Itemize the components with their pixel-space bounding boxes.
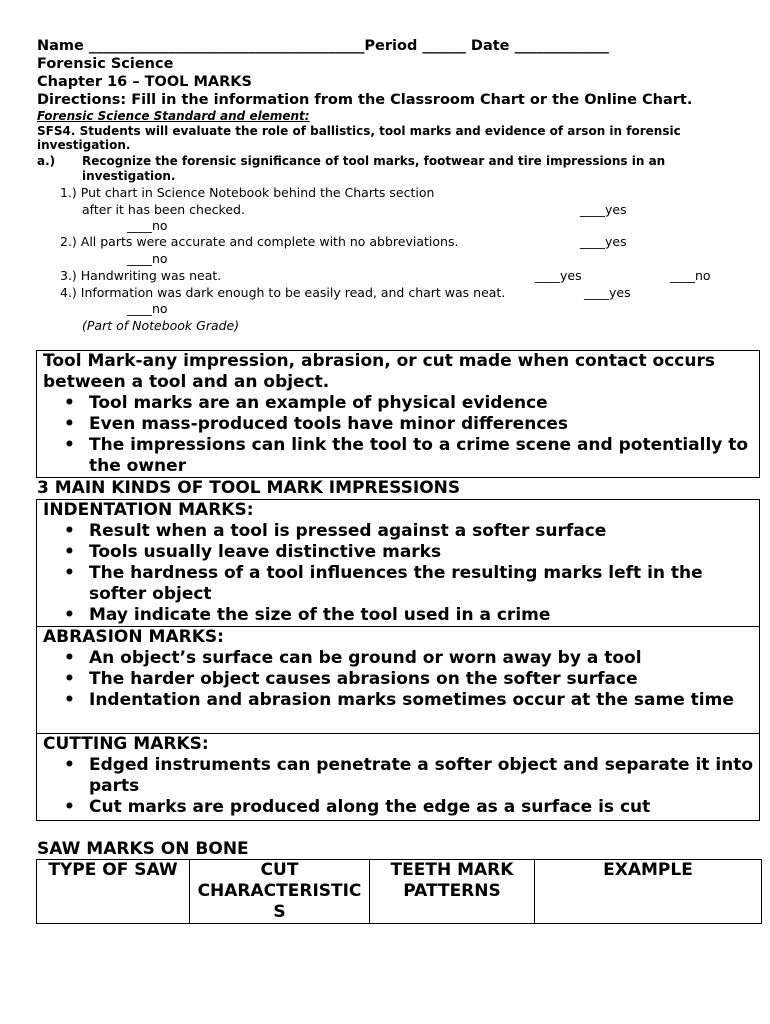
checklist-item-4-no: ____no	[127, 301, 168, 316]
list-item: • Even mass-produced tools have minor differences	[64, 414, 569, 434]
bullet-icon: •	[64, 521, 75, 541]
checklist-item-4: 4.) Information was dark enough to be easily read, and chart was neat.	[60, 285, 506, 300]
subject-title: Forensic Science	[37, 56, 174, 72]
bullet-icon: •	[64, 669, 75, 689]
bullet-icon: •	[64, 563, 75, 583]
list-item: • Indentation and abrasion marks sometimes occur at the same time	[64, 690, 734, 710]
element-a-label: a.)	[37, 154, 56, 168]
notebook-grade-note: (Part of Notebook Grade)	[82, 318, 240, 333]
checklist-item-1-yes: ____yes	[580, 202, 627, 217]
list-item: • Tools usually leave distinctive marks	[64, 542, 442, 562]
abrasion-title: ABRASION MARKS:	[43, 627, 224, 647]
list-item: • Cut marks are produced along the edge as a surface is cut	[64, 797, 651, 817]
standard-sfs4: SFS4. Students will evaluate the role of ballistics, tool marks and evidence of arson in forensic investigation.	[37, 124, 681, 152]
checklist-item-3-yes: ____yes	[535, 268, 582, 283]
tool-mark-definition-box	[36, 350, 760, 478]
checklist-item-3: 3.) Handwriting was neat.	[60, 268, 222, 283]
cutting-bullet-list	[37, 755, 759, 818]
indentation-bullet-list	[37, 521, 759, 626]
list-item: • Tool marks are an example of physical evidence	[64, 393, 548, 413]
bullet-icon: •	[64, 414, 75, 434]
directions-text: Directions: Fill in the information from the Classroom Chart or the Online Chart.	[37, 92, 693, 108]
kinds-heading: 3 MAIN KINDS OF TOOL MARK IMPRESSIONS	[37, 478, 461, 498]
indentation-marks-box	[36, 499, 760, 627]
col-example: EXAMPLE	[535, 860, 762, 924]
checklist-item-2: 2.) All parts were accurate and complete with no abbreviations.	[60, 234, 459, 249]
bullet-icon: •	[64, 690, 75, 710]
bullet-icon: •	[64, 435, 75, 455]
name-period-date-line: Name ______________________________________Period ______ Date _____________	[37, 38, 609, 54]
list-item: • The hardness of a tool influences the resulting marks left in the softer object	[64, 563, 703, 604]
chapter-title: Chapter 16 – TOOL MARKS	[37, 74, 252, 90]
cutting-marks-box	[36, 733, 760, 821]
list-item: • May indicate the size of the tool used in a crime	[64, 605, 551, 625]
col-cut-characteristics: CUT CHARACTERISTIC S	[190, 860, 370, 924]
element-a-text: Recognize the forensic significance of tool marks, footwear and tire impressions in an investigation.	[82, 154, 666, 183]
list-item: • An object’s surface can be ground or worn away by a tool	[64, 648, 642, 668]
list-item: • The harder object causes abrasions on the softer surface	[64, 669, 638, 689]
col-type-of-saw: TYPE OF SAW	[37, 860, 190, 924]
bullet-icon: •	[64, 393, 75, 413]
checklist-item-1: 1.) Put chart in Science Notebook behind the Charts section	[60, 185, 435, 200]
indentation-title: INDENTATION MARKS:	[43, 500, 254, 520]
col-teeth-mark-patterns: TEETH MARK PATTERNS	[370, 860, 535, 924]
standard-label: Forensic Science Standard and element:	[37, 109, 310, 123]
cutting-title: CUTTING MARKS:	[43, 734, 209, 754]
checklist-item-1-no: ____no	[127, 218, 168, 233]
table-header-row	[37, 860, 762, 924]
checklist-item-4-yes: ____yes	[584, 285, 631, 300]
tool-mark-definition: Tool Mark-any impression, abrasion, or cut made when contact occurs between a tool and an object.	[43, 351, 715, 392]
abrasion-marks-box	[36, 626, 760, 734]
checklist-item-2-no: ____no	[127, 251, 168, 266]
checklist-item-1-cont: after it has been checked.	[82, 202, 245, 217]
list-item: • Edged instruments can penetrate a softer object and separate it into parts	[64, 755, 754, 796]
checklist-item-3-no: ____no	[670, 268, 711, 283]
bullet-icon: •	[64, 542, 75, 562]
checklist-item-2-yes: ____yes	[580, 234, 627, 249]
abrasion-bullet-list	[37, 648, 759, 711]
list-item: • The impressions can link the tool to a crime scene and potentially to the owner	[64, 435, 749, 476]
bullet-icon: •	[64, 648, 75, 668]
bullet-icon: •	[64, 605, 75, 625]
definition-bullet-list	[37, 393, 759, 477]
bullet-icon: •	[64, 755, 75, 775]
list-item: • Result when a tool is pressed against a softer surface	[64, 521, 607, 541]
saw-marks-heading: SAW MARKS ON BONE	[37, 839, 249, 859]
bullet-icon: •	[64, 797, 75, 817]
saw-marks-table	[36, 859, 762, 924]
